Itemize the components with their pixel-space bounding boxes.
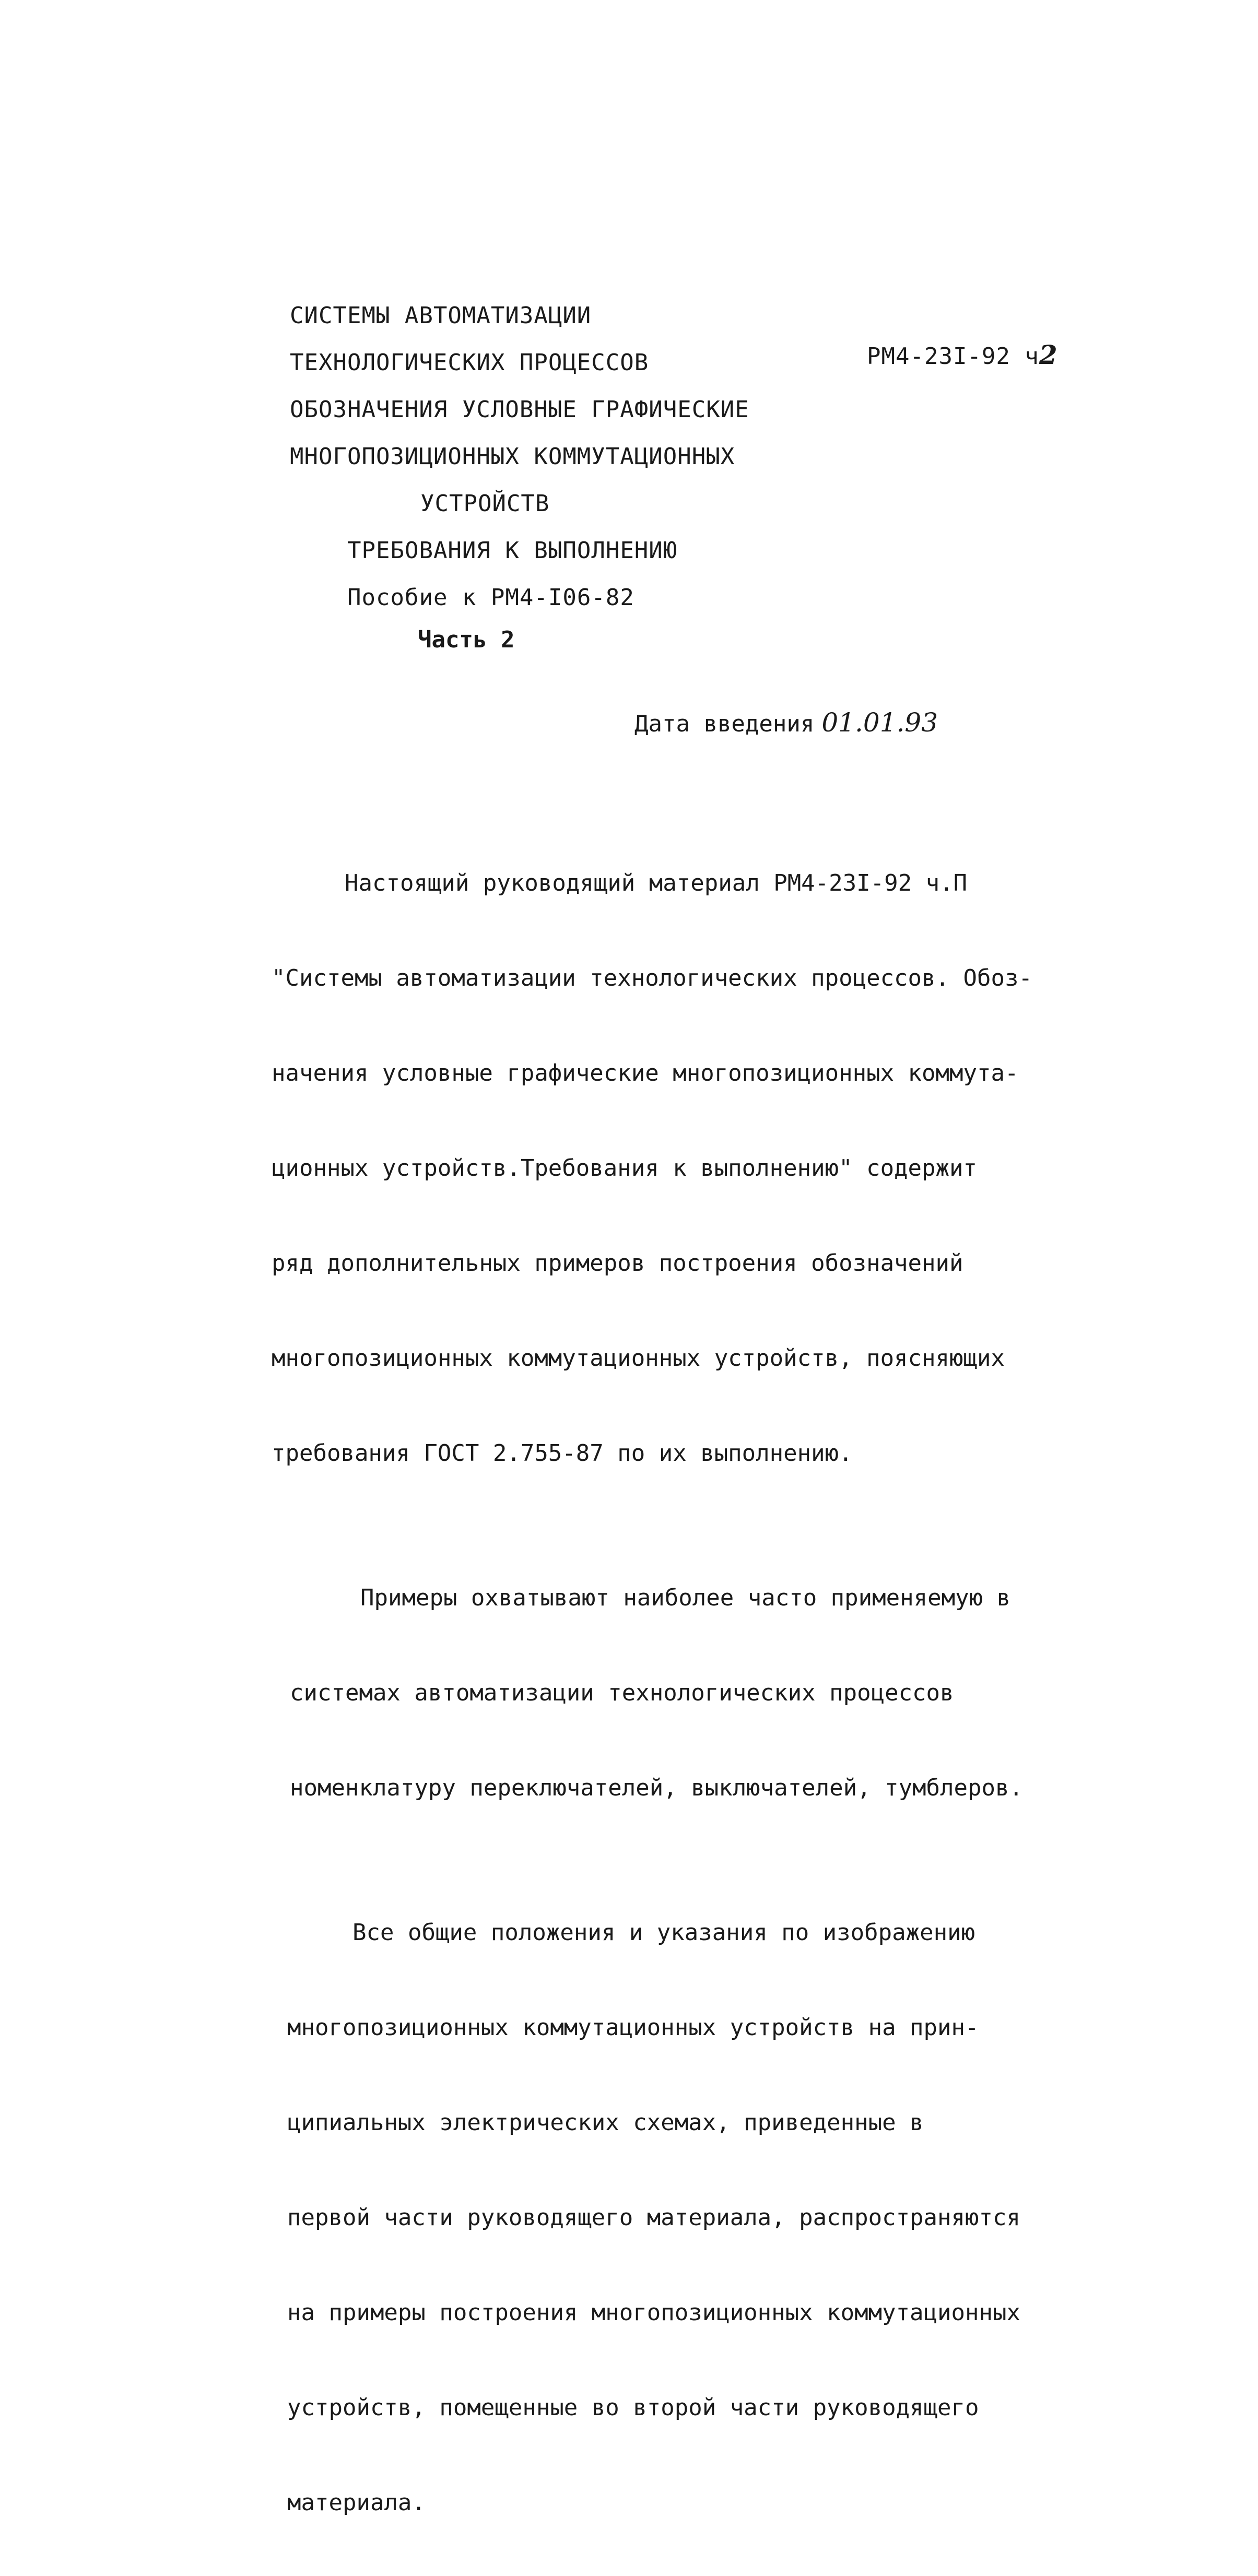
title-line: ТЕХНОЛОГИЧЕСКИХ ПРОЦЕССОВ [290,349,649,376]
text-line: требования ГОСТ 2.755-87 по их выполнению. [272,1440,853,1467]
text-line: ционных устройств.Требования к выполнению" содержит [272,1155,978,1181]
text-line: Примеры охватывают наиболее часто применяемую в [360,1585,1011,1611]
text-line: системах автоматизации технологических процессов [290,1680,954,1706]
text-line: номенклатуру переключателей, выключателей, тумблеров. [290,1775,1023,1801]
text-line: "Системы автоматизации технологических процессов. Обоз- [272,965,1032,991]
part-label: Часть 2 [418,627,515,653]
paragraph [272,812,1076,1525]
document-part-handwritten: 2 [1039,339,1058,370]
paragraph [272,1527,1076,1859]
text-line: многопозиционных коммутационных устройств на прин- [287,2014,979,2041]
text-line: на примеры построения многопозиционных коммутационных [287,2299,1020,2326]
body-text [272,812,1076,2576]
text-line: Настоящий руководящий материал РМ4-23I-92 ч.П [345,870,968,896]
introduction-date-label: Дата введения [634,711,815,737]
text-line: начения условные графические многопозиционных коммута- [272,1060,1019,1086]
text-line: первой части руководящего материала, распространяются [287,2204,1020,2231]
manual-reference: Пособие к РМ4-I06-82 [347,584,634,611]
title-line: СИСТЕМЫ АВТОМАТИЗАЦИИ [290,302,592,329]
title-line: УСТРОЙСТВ [420,490,550,517]
title-line: МНОГОПОЗИЦИОННЫХ КОММУТАЦИОННЫХ [290,443,735,470]
paragraph [272,1861,1076,2574]
document-code-text: РМ4-23I-92 ч [867,343,1039,370]
title-line: ТРЕБОВАНИЯ К ВЫПОЛНЕНИЮ [347,537,678,564]
title-line: ОБОЗНАЧЕНИЯ УСЛОВНЫЕ ГРАФИЧЕСКИЕ [290,396,749,423]
document-title [290,292,749,621]
introduction-date-value: 01.01.93 [821,707,938,738]
document-code [867,339,1058,370]
text-line: многопозиционных коммутационных устройств, поясняющих [272,1345,1005,1372]
text-line: ряд дополнительных примеров построения обозначений [272,1250,963,1277]
text-line: Все общие положения и указания по изображению [352,1919,975,1946]
text-line: устройств, помещенные во второй части руководящего [287,2394,979,2421]
text-line: ципиальных электрических схемах, приведенные в [287,2109,924,2136]
introduction-date [634,707,938,738]
text-line: материала. [287,2489,426,2516]
